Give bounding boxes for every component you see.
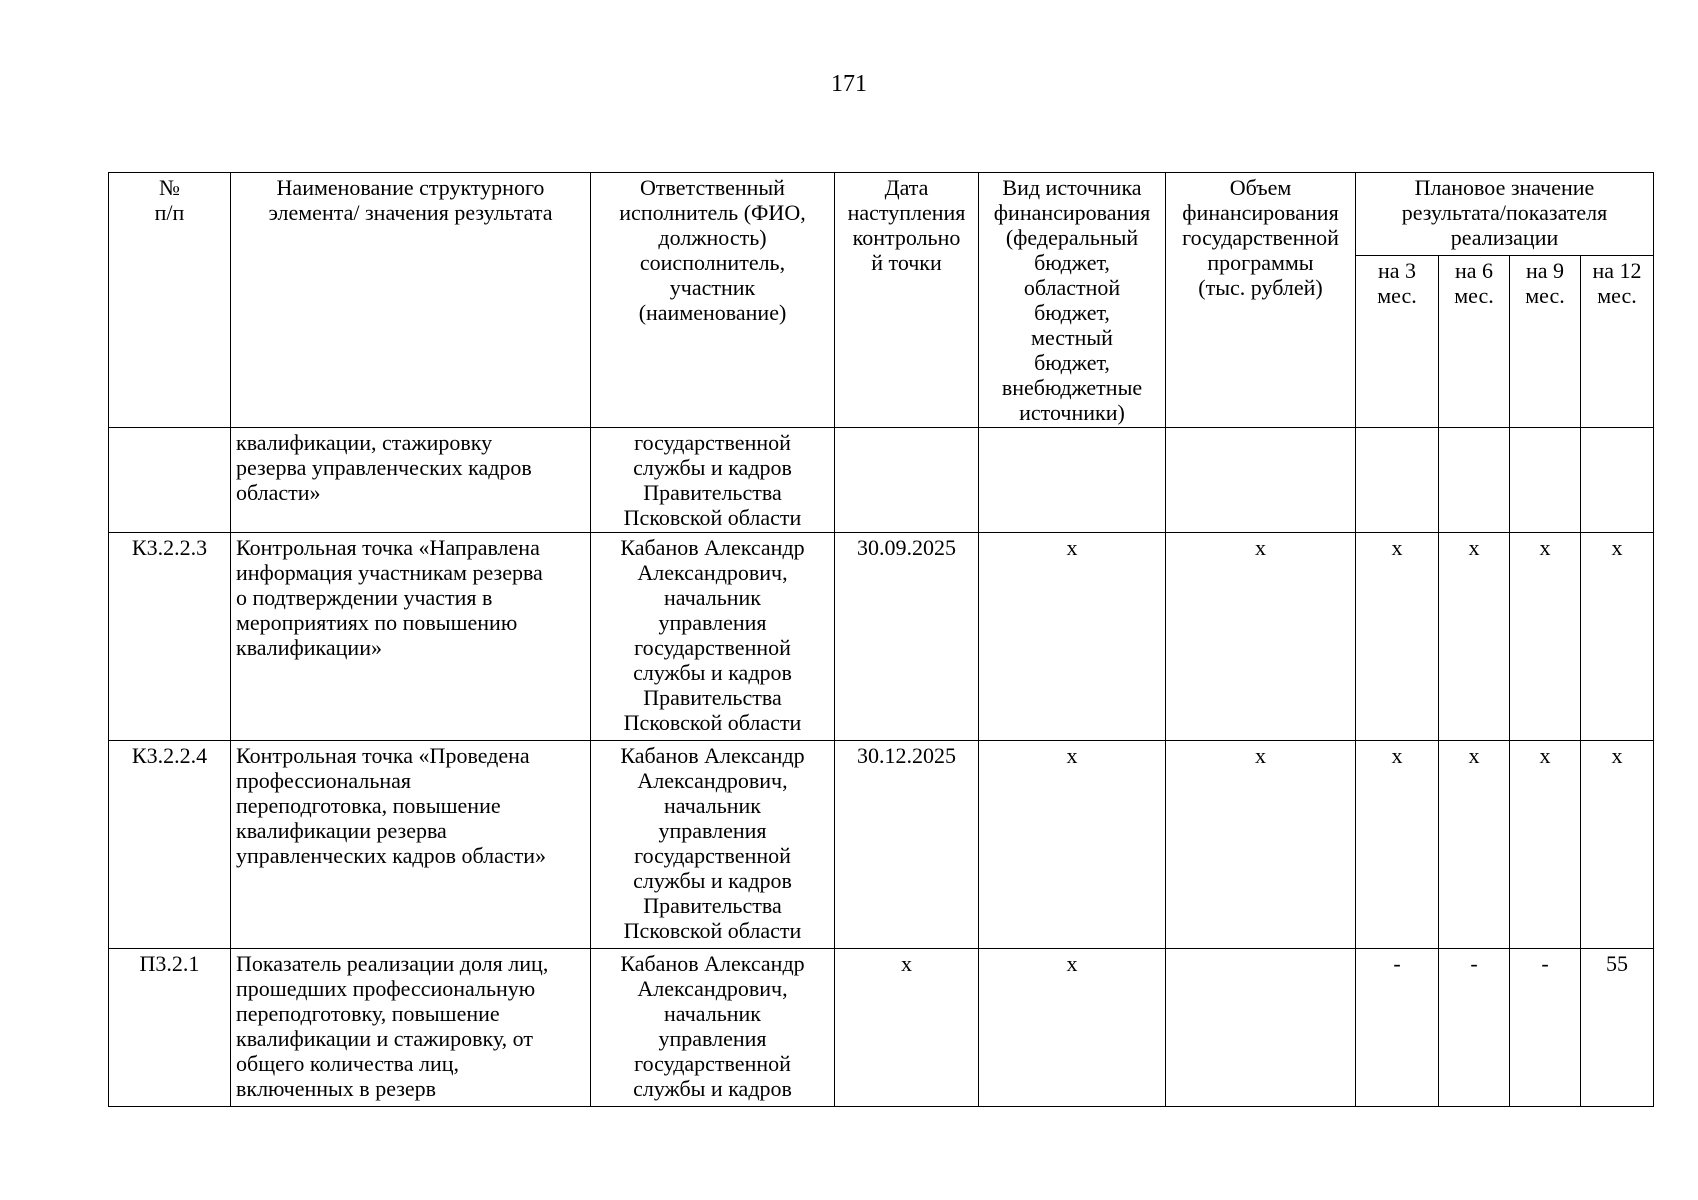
cell-volume: х [1166,741,1356,949]
cell-m9: - [1510,949,1581,1107]
cell-name: Контрольная точка «Проведена профессиональная переподготовка, повышение квалификации резерва управленческих кадров области» [231,741,591,949]
cell-m6 [1439,428,1510,533]
header-date: Дата наступления контрольно й точки [835,173,979,428]
header-source: Вид источника финансирования (федеральный бюджет, областной бюджет, местный бюджет, внебюджетные источники) [979,173,1166,428]
cell-m9: х [1510,533,1581,741]
cell-m12: х [1581,741,1654,949]
header-plan: Плановое значение результата/показателя реализации [1356,173,1654,256]
cell-m6: х [1439,533,1510,741]
cell-responsible: Кабанов Александр Александрович, начальник управления государственной службы и кадров Правительства Псковской области [591,533,835,741]
table-row [109,949,1654,1107]
cell-source: х [979,949,1166,1107]
header-m9: на 9 мес. [1510,255,1581,427]
cell-date: 30.09.2025 [835,533,979,741]
cell-responsible: Кабанов Александр Александрович, начальник управления государственной службы и кадров [591,949,835,1107]
cell-name: Контрольная точка «Направлена информация участникам резерва о подтверждении участия в мероприятиях по повышению квалификации» [231,533,591,741]
page-number: 171 [831,71,867,97]
header-m12: на 12 мес. [1581,255,1654,427]
header-m3: на 3 мес. [1356,255,1439,427]
cell-source [979,428,1166,533]
cell-num: К3.2.2.4 [109,741,231,949]
cell-m12: х [1581,533,1654,741]
cell-source: х [979,533,1166,741]
cell-volume [1166,428,1356,533]
cell-num: К3.2.2.3 [109,533,231,741]
cell-m6: х [1439,741,1510,949]
header-num: № п/п [109,173,231,428]
cell-source: х [979,741,1166,949]
cell-date: 30.12.2025 [835,741,979,949]
table-header-row [109,173,1654,256]
table-row [109,741,1654,949]
cell-volume [1166,949,1356,1107]
header-responsible: Ответственный исполнитель (ФИО, должность) соисполнитель, участник (наименование) [591,173,835,428]
cell-m12 [1581,428,1654,533]
cell-m3: х [1356,741,1439,949]
cell-m3 [1356,428,1439,533]
table-row [109,428,1654,533]
cell-num: П3.2.1 [109,949,231,1107]
cell-name: Показатель реализации доля лиц, прошедших профессиональную переподготовку, повышение квалификации и стажировку, от общего количества лиц, включенных в резерв [231,949,591,1107]
cell-m9: х [1510,741,1581,949]
plan-table [108,172,1654,1107]
header-name: Наименование структурного элемента/ значения результата [231,173,591,428]
cell-m9 [1510,428,1581,533]
cell-responsible: Кабанов Александр Александрович, начальник управления государственной службы и кадров Правительства Псковской области [591,741,835,949]
cell-name: квалификации, стажировку резерва управленческих кадров области» [231,428,591,533]
cell-m3: х [1356,533,1439,741]
cell-date [835,428,979,533]
cell-m3: - [1356,949,1439,1107]
cell-date: х [835,949,979,1107]
header-volume: Объем финансирования государственной программы (тыс. рублей) [1166,173,1356,428]
cell-responsible: государственной службы и кадров Правительства Псковской области [591,428,835,533]
cell-num [109,428,231,533]
cell-m12: 55 [1581,949,1654,1107]
cell-m6: - [1439,949,1510,1107]
table-row [109,533,1654,741]
header-m6: на 6 мес. [1439,255,1510,427]
cell-volume: х [1166,533,1356,741]
